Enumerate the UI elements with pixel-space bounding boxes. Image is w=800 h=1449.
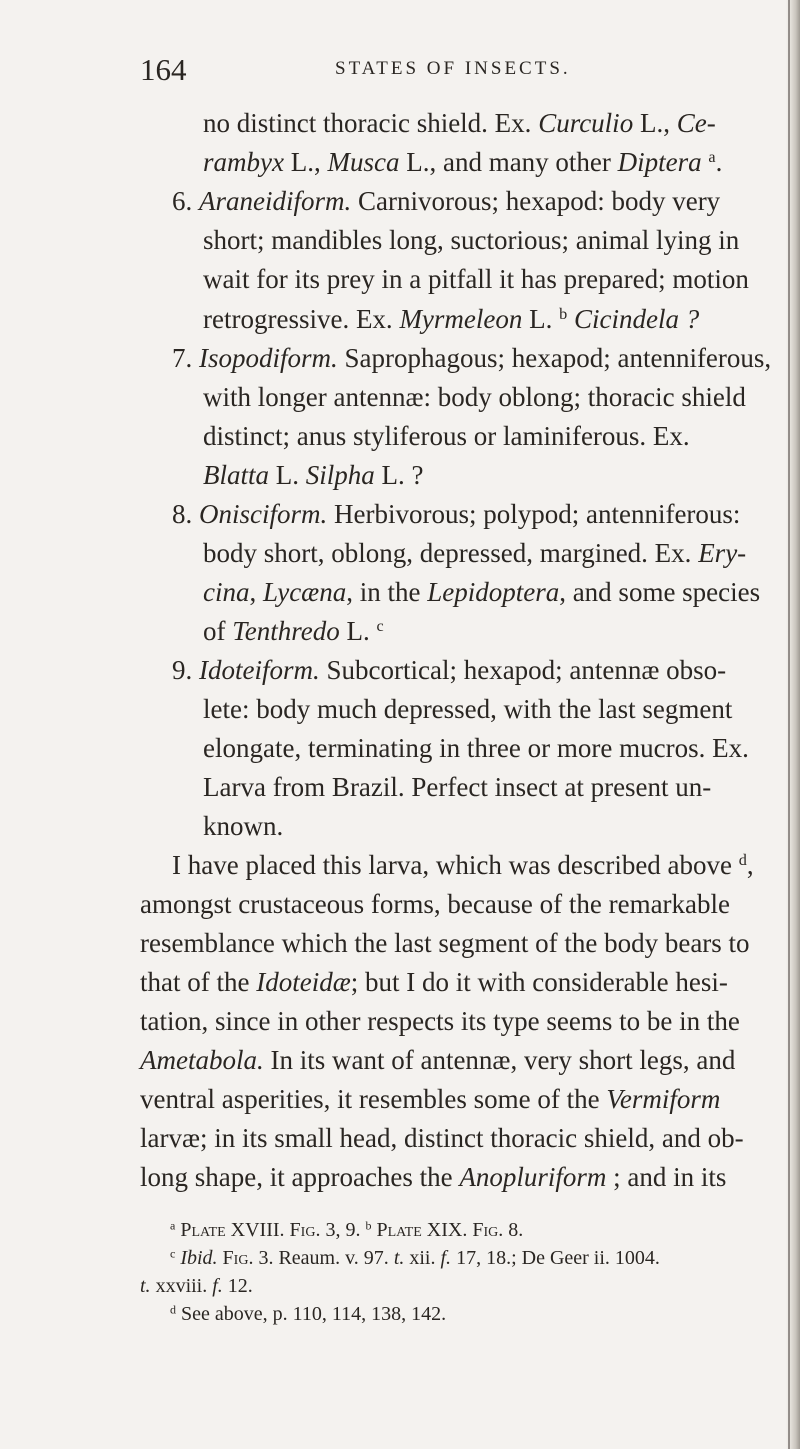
- text-line: no distinct thoracic shield. Ex. Curculio L., Ce-: [203, 108, 716, 138]
- text-line: lete: body much depressed, with the last segment: [203, 694, 733, 724]
- footnote-line: $^a$ Plate XVIII. Fig. 3, 9. $^b$ Plate XIX. Fig. 8.: [170, 1218, 524, 1241]
- page-header: [140, 52, 740, 86]
- text-line: wait for its prey in a pitfall it has prepared; motion: [203, 264, 749, 294]
- text-line: larvæ; in its small head, distinct thoracic shield, and ob-: [140, 1123, 744, 1153]
- text-line: cina, Lycæna, in the Lepidoptera, and some species: [203, 577, 761, 607]
- text-line: ventral asperities, it resembles some of the Vermiform: [140, 1084, 721, 1114]
- text-line: Ametabola. In its want of antennæ, very short legs, and: [140, 1045, 736, 1075]
- text-line: 8. Onisciform. Herbivorous; polypod; antenniferous:: [172, 499, 741, 529]
- footnote-line: $^c$ Ibid. Fig. 3. Reaum. v. 97. t. xii. f. 17, 18.; De Geer ii. 1004.: [170, 1246, 660, 1269]
- text-line: resemblance which the last segment of the body bears to: [140, 928, 750, 958]
- text-line: 9. Idoteiform. Subcortical; hexapod; antennæ obso-: [172, 655, 727, 685]
- text-line: that of the Idoteidæ; but I do it with considerable hesi-: [140, 967, 728, 997]
- text-line: short; mandibles long, suctorious; animal lying in: [203, 225, 740, 255]
- text-line: rambyx L., Musca L., and many other Diptera $^a$.: [203, 147, 723, 177]
- text-line: Larva from Brazil. Perfect insect at present un-: [203, 772, 712, 802]
- text-line: retrogressive. Ex. Myrmeleon L. $^b$ Cicindela ?: [203, 304, 700, 334]
- text-line: 6. Araneidiform. Carnivorous; hexapod: body very: [172, 186, 721, 216]
- text-line: tation, since in other respects its type seems to be in the: [140, 1006, 740, 1036]
- page-edge-line: [788, 0, 790, 1449]
- text-line: distinct; anus styliferous or laminiferous. Ex.: [203, 421, 690, 451]
- text-line: of Tenthredo L. $^c$: [203, 616, 384, 646]
- text-line: elongate, terminating in three or more mucros. Ex.: [203, 733, 749, 763]
- page-number: 164: [140, 52, 187, 87]
- footnote-line: t. xxviii. f. 12.: [140, 1275, 253, 1297]
- footnote-line: $^d$ See above, p. 110, 114, 138, 142.: [170, 1302, 447, 1325]
- running-head: STATES OF INSECTS.: [335, 58, 571, 79]
- text-line: with longer antennæ: body oblong; thoracic shield: [203, 382, 746, 412]
- text-line: I have placed this larva, which was described above $^d$,: [172, 850, 754, 880]
- text-line: amongst crustaceous forms, because of the remarkable: [140, 889, 731, 919]
- text-line: long shape, it approaches the Anopluriform ; and in its: [140, 1162, 727, 1192]
- text-line: 7. Isopodiform. Saprophagous; hexapod; antenniferous,: [172, 343, 772, 373]
- text-line: known.: [203, 811, 284, 841]
- text-line: body short, oblong, depressed, margined. Ex. Ery-: [203, 538, 747, 568]
- text-line: Blatta L. Silpha L. ?: [203, 460, 424, 490]
